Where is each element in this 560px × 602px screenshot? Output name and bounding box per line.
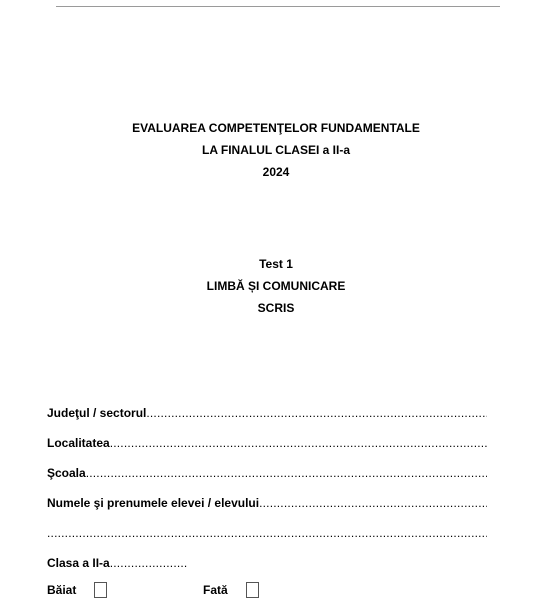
student-name-fill-line: [259, 488, 487, 518]
student-name-continuation-line: [47, 518, 487, 548]
boy-checkbox[interactable]: [94, 582, 107, 598]
student-name-continuation-field[interactable]: [47, 518, 487, 548]
county-label: Judeţul / sectorul: [47, 406, 147, 420]
school-fill-line: [86, 458, 487, 488]
gender-selection: [47, 580, 347, 602]
school-field[interactable]: [47, 458, 487, 488]
student-name-field[interactable]: [47, 488, 487, 518]
exam-header: [0, 117, 552, 183]
test-number: Test 1: [259, 257, 293, 271]
top-divider: [56, 6, 500, 7]
class-fill-line: ......................: [109, 556, 188, 570]
exam-year: 2024: [262, 165, 290, 179]
locality-label: Localitatea: [47, 436, 110, 450]
test-header: [0, 253, 552, 319]
girl-option[interactable]: [203, 580, 259, 600]
school-label: Şcoala: [47, 466, 86, 480]
exam-title: EVALUAREA COMPETENŢELOR FUNDAMENTALE: [132, 121, 420, 135]
class-label: Clasa a II-a: [47, 556, 110, 570]
student-name-label: Numele şi prenumele elevei / elevului: [47, 496, 260, 510]
exam-grade: LA FINALUL CLASEI a II-a: [201, 143, 350, 157]
girl-label: Fată: [203, 583, 228, 597]
girl-checkbox[interactable]: [246, 582, 259, 598]
county-field[interactable]: [47, 398, 487, 428]
student-info-form: [47, 398, 487, 578]
test-subject: LIMBĂ ȘI COMUNICARE: [206, 279, 346, 293]
county-fill-line: [146, 398, 487, 428]
class-field[interactable]: [47, 548, 487, 578]
locality-field[interactable]: [47, 428, 487, 458]
boy-option[interactable]: [47, 580, 107, 600]
test-type: SCRIS: [257, 301, 295, 315]
locality-fill-line: [110, 428, 487, 458]
boy-label: Băiat: [47, 583, 77, 597]
